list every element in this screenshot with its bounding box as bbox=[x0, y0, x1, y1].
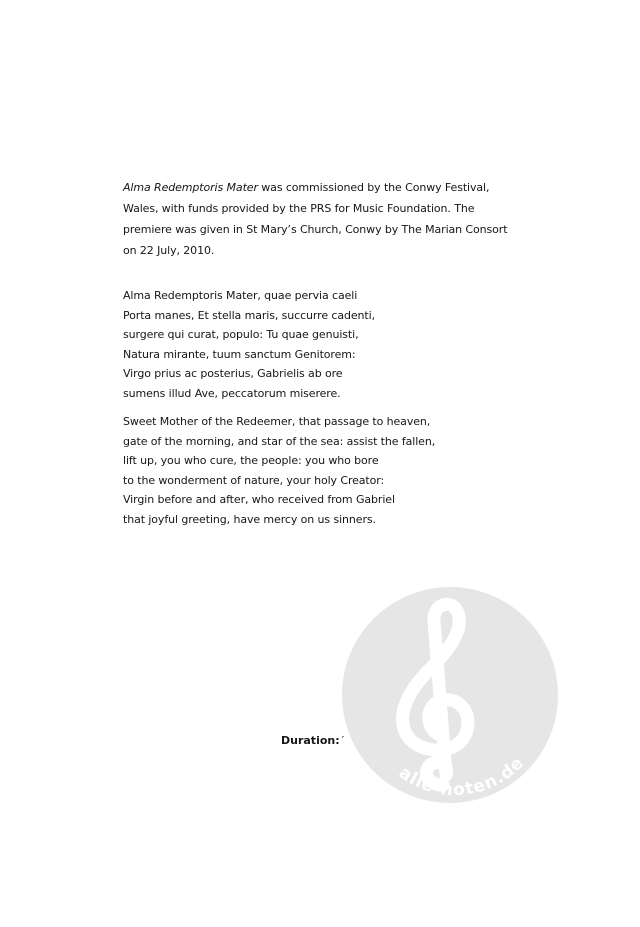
latin-line: Virgo prius ac posterius, Gabrielis ab ore bbox=[123, 367, 343, 380]
translation-line: that joyful greeting, have mercy on us sinners. bbox=[123, 512, 376, 526]
latin-line: sumens illud Ave, peccatorum miserere. bbox=[123, 386, 341, 400]
translation-line: Virgin before and after, who received from Gabriel bbox=[123, 493, 395, 506]
latin-line: Porta manes, Et stella maris, succurre cadenti, bbox=[123, 308, 375, 322]
english-translation bbox=[123, 412, 483, 529]
duration-label: Duration: bbox=[281, 734, 340, 747]
duration bbox=[281, 732, 344, 750]
commission-text: was commissioned by the Conwy Festival, Wales, with funds provided by the PRS for Music Foundation. The premiere was given in St Mary’s Church, Conwy by The Marian Consort on 22 July, 2010. bbox=[123, 181, 508, 257]
work-title: Alma Redemptoris Mater bbox=[123, 181, 258, 194]
translation-line: lift up, you who cure, the people: you who bore bbox=[123, 454, 379, 467]
translation-line: Sweet Mother of the Redeemer, that passage to heaven, bbox=[123, 415, 431, 428]
latin-line: surgere qui curat, populo: Tu quae genuisti, bbox=[123, 328, 359, 341]
latin-line: Alma Redemptoris Mater, quae pervia caeli bbox=[123, 289, 358, 302]
latin-text bbox=[123, 286, 483, 403]
duration-value: ′ bbox=[341, 734, 345, 747]
translation-line: gate of the morning, and star of the sea: assist the fallen, bbox=[123, 434, 436, 448]
translation-line: to the wonderment of nature, your holy Creator: bbox=[123, 473, 385, 487]
watermark-logo bbox=[340, 585, 560, 805]
watermark-text-path: alle-noten.de bbox=[394, 752, 529, 801]
commission-note bbox=[123, 177, 523, 261]
latin-line: Natura mirante, tuum sanctum Genitorem: bbox=[123, 347, 356, 361]
